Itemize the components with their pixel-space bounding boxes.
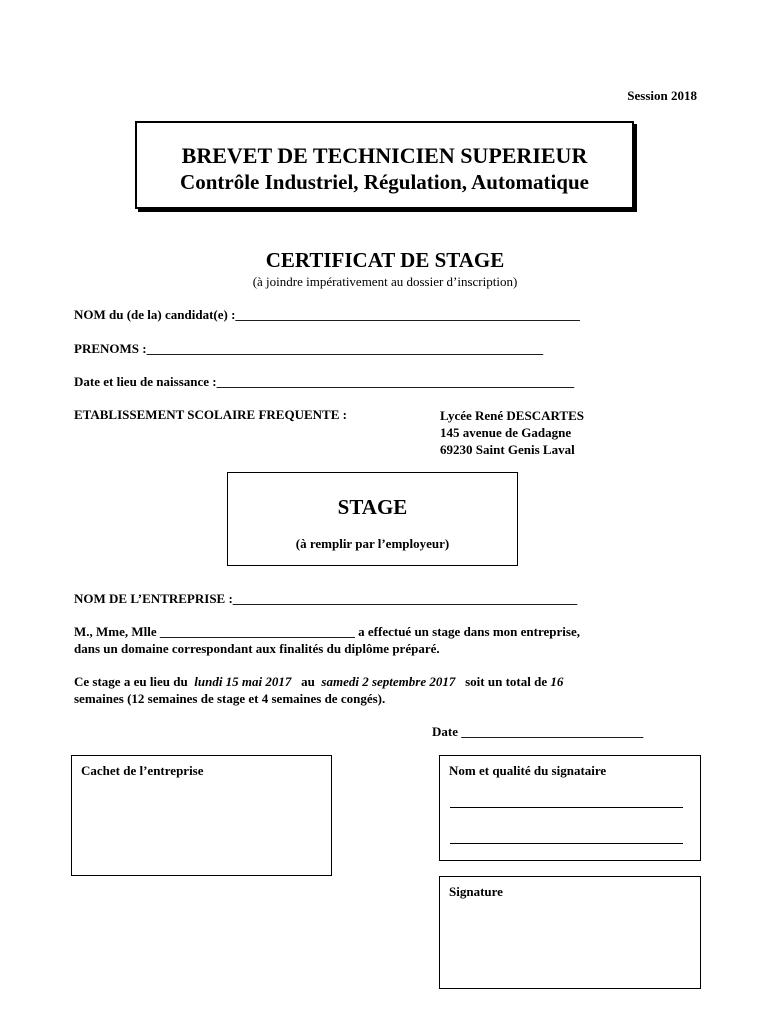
diploma-specialty: Contrôle Industriel, Régulation, Automatique xyxy=(180,170,589,194)
school-address xyxy=(440,407,584,458)
signatory-label: Nom et qualité du signataire xyxy=(449,763,607,778)
date-label: Date xyxy=(432,724,458,739)
company-stamp-box[interactable] xyxy=(71,755,332,876)
intern-name-field[interactable]: ______________________________ xyxy=(159,624,355,639)
intern-paragraph xyxy=(74,623,704,657)
signatory-name-line[interactable] xyxy=(450,807,683,808)
stamp-label: Cachet de l’entreprise xyxy=(81,763,204,778)
date-field[interactable]: ____________________________ xyxy=(461,724,644,739)
candidate-name-label: NOM du (de la) candidat(e) : xyxy=(74,307,236,322)
candidate-name-field[interactable]: _____________________________________________________ xyxy=(235,307,580,322)
date-row xyxy=(432,724,643,740)
signature-label: Signature xyxy=(449,884,503,899)
school-name: Lycée René DESCARTES xyxy=(440,408,584,423)
candidate-firstname-field[interactable]: _____________________________________________________________ xyxy=(146,341,544,356)
school-label: ETABLISSEMENT SCOLAIRE FREQUENTE : xyxy=(74,407,347,422)
period-prefix: Ce stage a eu lieu du xyxy=(74,674,188,689)
candidate-firstname-row xyxy=(74,341,543,357)
period-line2: semaines (12 semaines de stage et 4 semaines de congés). xyxy=(74,691,386,706)
stage-box xyxy=(227,472,518,566)
company-row xyxy=(74,591,577,607)
signatory-role-line[interactable] xyxy=(450,843,683,844)
intern-suffix: a effectué un stage dans mon entreprise, xyxy=(358,624,580,639)
weeks-count: 16 xyxy=(550,674,564,689)
stage-subtitle: (à remplir par l’employeur) xyxy=(295,536,450,551)
intern-prefix: M., Mme, Mlle xyxy=(74,624,157,639)
certificate-subtitle: (à joindre impérativement au dossier d’inscription) xyxy=(252,274,518,289)
birth-label: Date et lieu de naissance : xyxy=(74,374,217,389)
signature-box[interactable] xyxy=(439,876,701,989)
session-year: Session 2018 xyxy=(627,88,697,103)
signatory-box[interactable] xyxy=(439,755,701,861)
intern-line2: dans un domaine correspondant aux finalités du diplôme préparé. xyxy=(74,641,440,656)
birth-field[interactable]: _______________________________________________________ xyxy=(216,374,575,389)
stage-title: STAGE xyxy=(337,495,408,519)
period-total: soit un total de xyxy=(465,674,548,689)
diploma-title: BREVET DE TECHNICIEN SUPERIEUR xyxy=(181,143,588,168)
birth-row xyxy=(74,374,574,390)
period-au: au xyxy=(301,674,315,689)
title-box xyxy=(135,121,634,209)
school-city: 69230 Saint Genis Laval xyxy=(440,442,575,457)
school-street: 145 avenue de Gadagne xyxy=(440,425,572,440)
company-field[interactable]: _____________________________________________________ xyxy=(232,591,578,606)
candidate-name-row xyxy=(74,307,580,323)
date-end: samedi 2 septembre 2017 xyxy=(321,674,456,689)
company-label: NOM DE L’ENTREPRISE : xyxy=(74,591,233,606)
period-paragraph xyxy=(74,673,704,707)
date-start: lundi 15 mai 2017 xyxy=(194,674,292,689)
candidate-firstname-label: PRENOMS : xyxy=(74,341,147,356)
certificate-title: CERTIFICAT DE STAGE xyxy=(265,248,505,272)
